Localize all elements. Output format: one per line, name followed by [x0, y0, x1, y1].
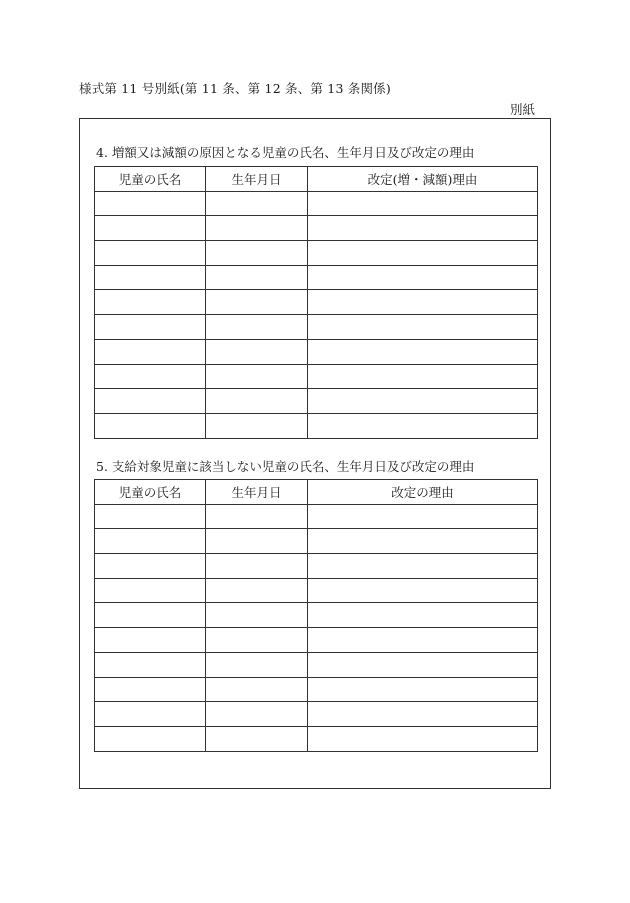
- cell-birth-date[interactable]: [206, 677, 308, 702]
- table-header-row: [95, 167, 538, 192]
- section-5-heading: 5. 支給対象児童に該当しない児童の氏名、生年月日及び改定の理由: [96, 459, 475, 474]
- table-row: [95, 726, 538, 751]
- table-row: [95, 578, 538, 603]
- table-row: [95, 652, 538, 677]
- cell-birth-date[interactable]: [206, 504, 308, 529]
- cell-birth-date[interactable]: [206, 578, 308, 603]
- column-header-revision-reason: 改定(増・減額)理由: [308, 167, 538, 192]
- cell-child-name[interactable]: [95, 677, 206, 702]
- cell-birth-date[interactable]: [206, 339, 308, 364]
- section-5-table: [94, 479, 538, 752]
- cell-revision-reason[interactable]: [308, 677, 538, 702]
- cell-revision-reason[interactable]: [308, 628, 538, 653]
- attachment-label: 別紙: [509, 102, 535, 117]
- table-row: [95, 413, 538, 438]
- cell-child-name[interactable]: [95, 241, 206, 266]
- cell-child-name[interactable]: [95, 413, 206, 438]
- cell-revision-reason[interactable]: [308, 216, 538, 241]
- cell-birth-date[interactable]: [206, 191, 308, 216]
- cell-child-name[interactable]: [95, 290, 206, 315]
- cell-revision-reason[interactable]: [308, 529, 538, 554]
- cell-birth-date[interactable]: [206, 364, 308, 389]
- cell-birth-date[interactable]: [206, 290, 308, 315]
- cell-birth-date[interactable]: [206, 603, 308, 628]
- cell-revision-reason[interactable]: [308, 315, 538, 340]
- cell-child-name[interactable]: [95, 216, 206, 241]
- cell-child-name[interactable]: [95, 389, 206, 414]
- cell-revision-reason[interactable]: [308, 290, 538, 315]
- table-row: [95, 677, 538, 702]
- cell-child-name[interactable]: [95, 504, 206, 529]
- section-4-table: [94, 166, 538, 439]
- table-row: [95, 702, 538, 727]
- cell-child-name[interactable]: [95, 578, 206, 603]
- cell-birth-date[interactable]: [206, 652, 308, 677]
- table-row: [95, 241, 538, 266]
- cell-revision-reason[interactable]: [308, 191, 538, 216]
- cell-revision-reason[interactable]: [308, 364, 538, 389]
- cell-revision-reason[interactable]: [308, 265, 538, 290]
- cell-revision-reason[interactable]: [308, 504, 538, 529]
- cell-child-name[interactable]: [95, 364, 206, 389]
- cell-birth-date[interactable]: [206, 726, 308, 751]
- table-row: [95, 628, 538, 653]
- cell-child-name[interactable]: [95, 628, 206, 653]
- cell-revision-reason[interactable]: [308, 554, 538, 579]
- cell-child-name[interactable]: [95, 603, 206, 628]
- cell-revision-reason[interactable]: [308, 413, 538, 438]
- cell-revision-reason[interactable]: [308, 241, 538, 266]
- cell-revision-reason[interactable]: [308, 726, 538, 751]
- table-row: [95, 529, 538, 554]
- cell-birth-date[interactable]: [206, 216, 308, 241]
- cell-child-name[interactable]: [95, 652, 206, 677]
- cell-child-name[interactable]: [95, 191, 206, 216]
- table-row: [95, 339, 538, 364]
- table-header-row: [95, 480, 538, 505]
- table-row: [95, 290, 538, 315]
- cell-child-name[interactable]: [95, 339, 206, 364]
- cell-child-name[interactable]: [95, 554, 206, 579]
- table-row: [95, 265, 538, 290]
- cell-child-name[interactable]: [95, 265, 206, 290]
- cell-child-name[interactable]: [95, 702, 206, 727]
- cell-birth-date[interactable]: [206, 529, 308, 554]
- cell-revision-reason[interactable]: [308, 578, 538, 603]
- column-header-birth-date: 生年月日: [206, 167, 308, 192]
- table-row: [95, 315, 538, 340]
- table-row: [95, 191, 538, 216]
- cell-child-name[interactable]: [95, 315, 206, 340]
- cell-revision-reason[interactable]: [308, 603, 538, 628]
- table-row: [95, 389, 538, 414]
- cell-child-name[interactable]: [95, 529, 206, 554]
- form-title: 様式第 11 号別紙(第 11 条、第 12 条、第 13 条関係): [79, 81, 391, 96]
- cell-birth-date[interactable]: [206, 241, 308, 266]
- cell-revision-reason[interactable]: [308, 389, 538, 414]
- cell-revision-reason[interactable]: [308, 652, 538, 677]
- cell-birth-date[interactable]: [206, 315, 308, 340]
- cell-child-name[interactable]: [95, 726, 206, 751]
- column-header-birth-date: 生年月日: [206, 480, 308, 505]
- cell-revision-reason[interactable]: [308, 702, 538, 727]
- cell-revision-reason[interactable]: [308, 339, 538, 364]
- cell-birth-date[interactable]: [206, 628, 308, 653]
- cell-birth-date[interactable]: [206, 554, 308, 579]
- table-row: [95, 504, 538, 529]
- table-row: [95, 364, 538, 389]
- column-header-child-name: 児童の氏名: [95, 167, 206, 192]
- cell-birth-date[interactable]: [206, 702, 308, 727]
- cell-birth-date[interactable]: [206, 413, 308, 438]
- table-row: [95, 554, 538, 579]
- column-header-revision-reason: 改定の理由: [308, 480, 538, 505]
- table-row: [95, 603, 538, 628]
- cell-birth-date[interactable]: [206, 265, 308, 290]
- column-header-child-name: 児童の氏名: [95, 480, 206, 505]
- section-4-heading: 4. 増額又は減額の原因となる児童の氏名、生年月日及び改定の理由: [96, 145, 475, 160]
- table-row: [95, 216, 538, 241]
- cell-birth-date[interactable]: [206, 389, 308, 414]
